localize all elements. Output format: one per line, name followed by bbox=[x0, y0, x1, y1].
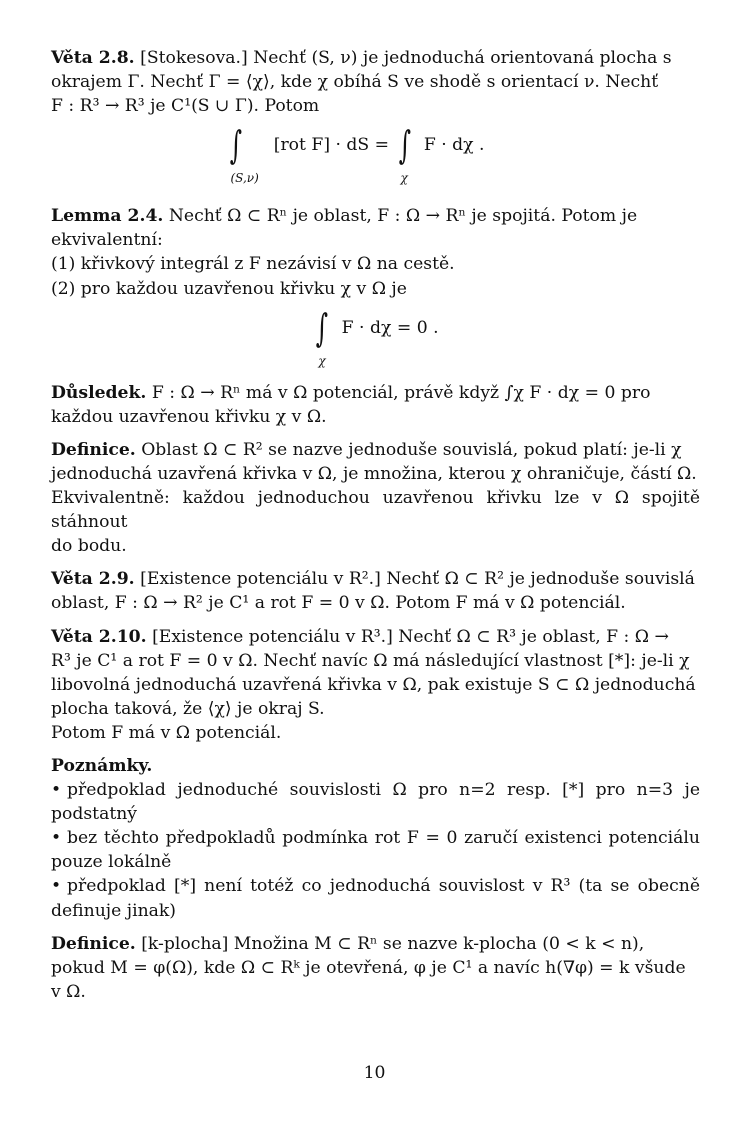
definition-text: [k-plocha] Množina M ⊂ Rⁿ se nazve k-plocha (0 < k < n), bbox=[141, 933, 645, 954]
theorem-text: libovolná jednoduchá uzavřená křivka v Ω, pak existuje S ⊂ Ω jednoduchá bbox=[51, 674, 696, 695]
corollary-heading: Důsledek. bbox=[51, 382, 147, 403]
formula-rhs: F · dχ . bbox=[423, 135, 485, 156]
theorem-heading: Věta 2.10. bbox=[51, 626, 147, 647]
theorem-text: [Existence potenciálu v R³.] Nechť Ω ⊂ R³ je oblast, F : Ω → bbox=[152, 626, 669, 647]
theorem-text: okrajem Γ. Nechť Γ = ⟨χ⟩, kde χ obíhá S ve shodě s orientací ν. Nechť bbox=[51, 72, 659, 93]
stokes-formula bbox=[51, 123, 700, 188]
integral-sign: ∫ bbox=[230, 123, 243, 168]
definition-text: Oblast Ω ⊂ R² se nazve jednoduše souvislá, pokud platí: je-li χ bbox=[141, 439, 682, 460]
theorem-text: plocha taková, že ⟨χ⟩ je okraj S. bbox=[51, 698, 325, 719]
integral-domain: (S,ν) bbox=[230, 171, 259, 186]
formula-text: F · dχ = 0 . bbox=[341, 317, 439, 338]
theorem-2-8 bbox=[51, 46, 700, 188]
lemma-heading: Lemma 2.4. bbox=[51, 206, 164, 227]
theorem-text: Potom F má v Ω potenciál. bbox=[51, 722, 282, 743]
remark-item bbox=[51, 874, 700, 922]
remark-text: předpoklad jednoduché souvislosti Ω pro n=2 resp. [*] pro n=3 je podstatný bbox=[51, 780, 700, 825]
theorem-text: oblast, F : Ω → R² je C¹ a rot F = 0 v Ω. Potom F má v Ω potenciál. bbox=[51, 593, 626, 614]
corollary-text: F : Ω → Rⁿ má v Ω potenciál, právě když ∫χ F · dχ = 0 pro bbox=[151, 382, 651, 403]
formula-lhs: [rot F] · dS = bbox=[273, 135, 390, 156]
bullet-icon: • bbox=[51, 780, 62, 801]
remarks bbox=[51, 754, 700, 923]
theorem-heading: Věta 2.9. bbox=[51, 569, 135, 590]
integral-domain: χ bbox=[400, 171, 408, 186]
lemma-item: (1) křivkový integrál z F nezávisí v Ω na cestě. bbox=[51, 254, 455, 275]
page-number: 10 bbox=[363, 1063, 386, 1083]
remark-item bbox=[51, 826, 700, 874]
corollary-text: každou uzavřenou křivku χ v Ω. bbox=[51, 406, 327, 427]
theorem-text: F : R³ → R³ je C¹(S ∪ Γ). Potom bbox=[51, 96, 320, 117]
lemma-2-4 bbox=[51, 204, 700, 368]
corollary bbox=[51, 381, 700, 429]
definition-text: pokud M = φ(Ω), kde Ω ⊂ Rᵏ je otevřená, φ je C¹ a navíc h(∇φ) = k všude bbox=[51, 957, 686, 978]
theorem-text: [Existence potenciálu v R².] Nechť Ω ⊂ R² je jednoduše souvislá bbox=[140, 569, 695, 590]
lemma-item: (2) pro každou uzavřenou křivku χ v Ω je bbox=[51, 278, 407, 299]
document-page bbox=[51, 46, 700, 1004]
bullet-icon: • bbox=[51, 876, 62, 897]
theorem-text: [Stokesova.] Nechť (S, ν) je jednoduchá orientovaná plocha s bbox=[140, 48, 672, 68]
definition-text: v Ω. bbox=[51, 981, 86, 1002]
integral-sign: ∫ bbox=[316, 305, 329, 350]
definition-simply-connected bbox=[51, 438, 700, 558]
lemma-text: Nechť Ω ⊂ Rⁿ je oblast, F : Ω → Rⁿ je spojitá. Potom je bbox=[168, 206, 638, 227]
lemma-text: ekvivalentní: bbox=[51, 230, 163, 251]
definition-text: do bodu. bbox=[51, 536, 127, 557]
integral-sign: ∫ bbox=[398, 123, 411, 168]
bullet-icon: • bbox=[51, 828, 62, 849]
theorem-2-10 bbox=[51, 625, 700, 745]
theorem-text: R³ je C¹ a rot F = 0 v Ω. Nechť navíc Ω má následující vlastnost [*]: je-li χ bbox=[51, 650, 690, 671]
remark-item bbox=[51, 778, 700, 826]
definition-k-surface bbox=[51, 932, 700, 1004]
closed-curve-formula bbox=[51, 305, 700, 369]
theorem-heading: Věta 2.8. bbox=[51, 48, 135, 68]
remarks-heading: Poznámky. bbox=[51, 755, 153, 776]
theorem-2-9 bbox=[51, 567, 700, 615]
remark-text: předpoklad [*] není totéž co jednoduchá souvislost v R³ (ta se obecně definuje jinak) bbox=[51, 876, 700, 921]
integral-domain: χ bbox=[318, 353, 326, 368]
definition-heading: Definice. bbox=[51, 439, 136, 460]
definition-heading: Definice. bbox=[51, 933, 136, 954]
definition-text: jednoduchá uzavřená křivka v Ω, je množina, kterou χ ohraničuje, částí Ω. bbox=[51, 463, 697, 484]
remark-text: bez těchto předpokladů podmínka rot F = 0 zaručí existenci potenciálu pouze lokálně bbox=[51, 828, 700, 873]
definition-text: Ekvivalentně: každou jednoduchou uzavřenou křivku lze v Ω spojitě stáhnout bbox=[51, 488, 700, 533]
